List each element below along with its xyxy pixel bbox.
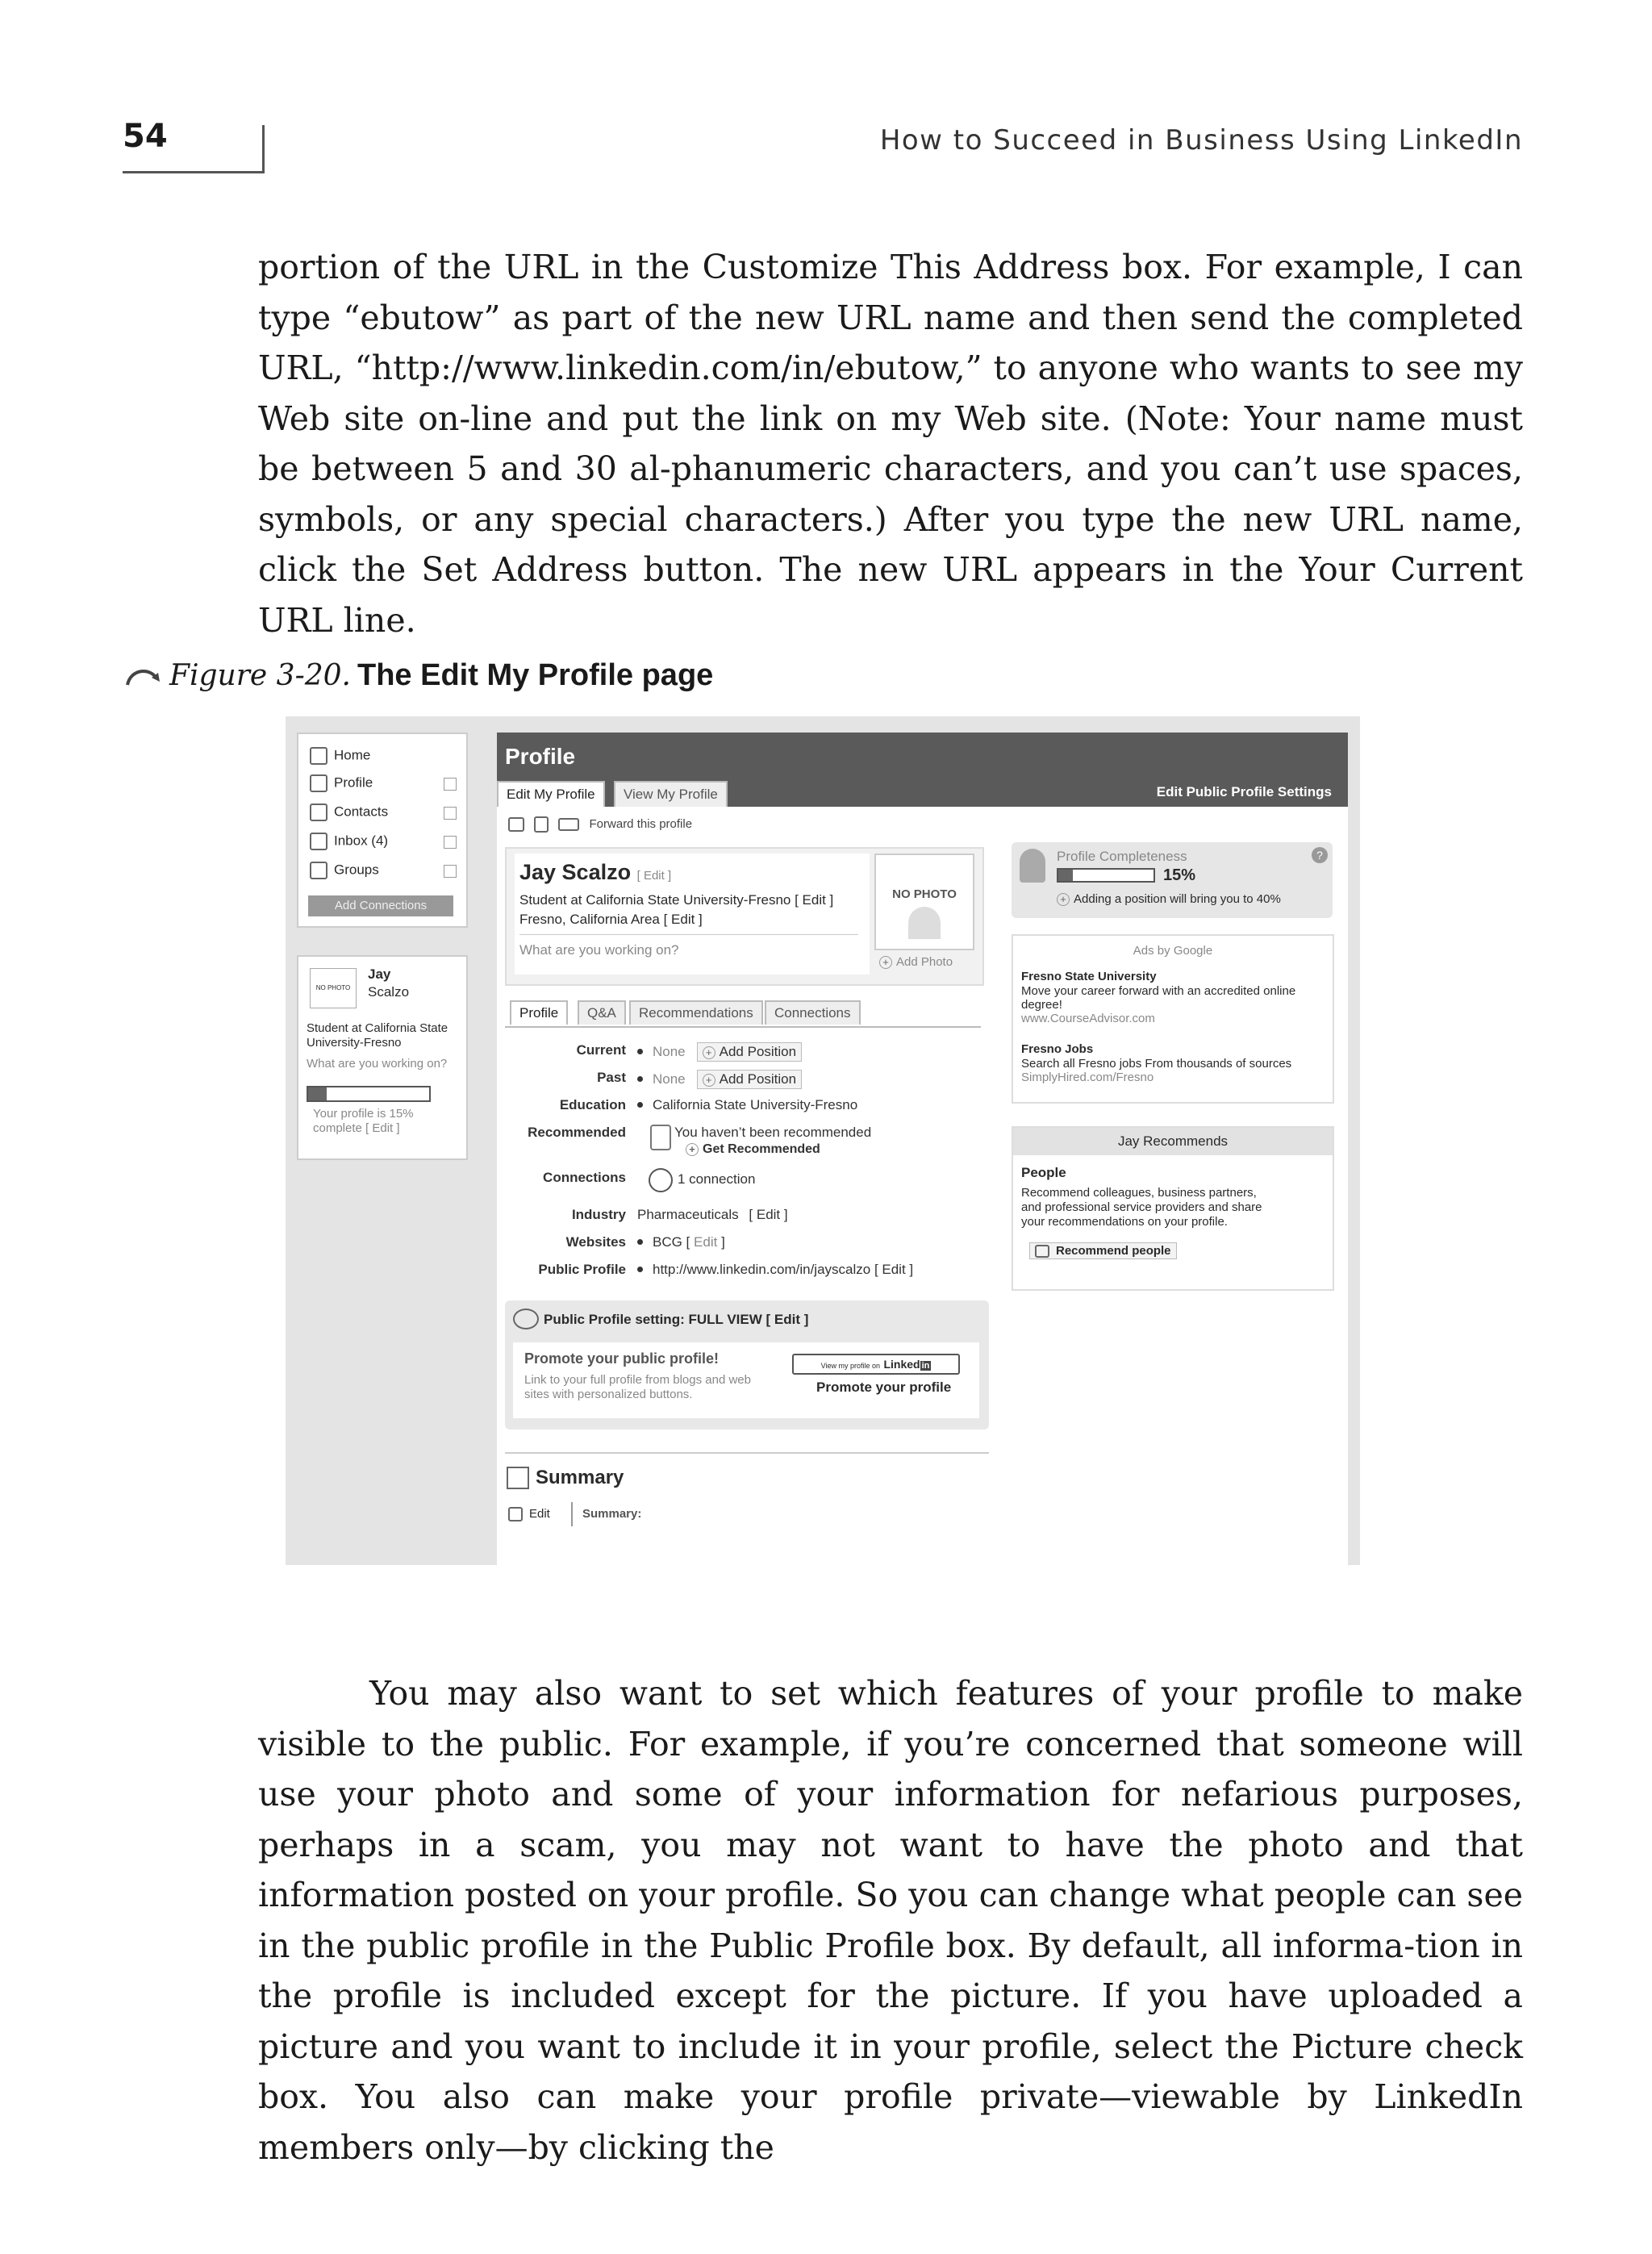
body-paragraph-1: portion of the URL in the Customize This Address box. For example, I can type “ebutow” as part of the new URL name and then send the completed URL, “http://www.linkedin.com/in/ebutow,” to anyone who wants to see my Web site on-line and put the link on my Web site. (Note: Your name must be between 5 and 30 al-phanumeric characters, and you can’t use spaces, symbols, or any special characters.) After you type the new URL name, click the Set Address button. The new URL appears in the Your Current URL line. [258,248,1523,640]
current-label: Current [576,1042,626,1058]
figure-label: Figure 3-20. [169,659,351,692]
ad-2-title[interactable]: Fresno Jobs [1021,1042,1094,1056]
past-label: Past [597,1070,626,1085]
home-icon [310,747,327,765]
add-icon: + [703,1046,715,1059]
add-position-button[interactable]: + Add Position [697,1070,802,1089]
ad-2-url[interactable]: SimplyHired.com/Fresno [1021,1071,1154,1084]
completeness-box [1012,842,1333,918]
public-profile-url[interactable]: http://www.linkedin.com/in/jayscalzo [ Edit ] [653,1262,914,1277]
silhouette-icon [908,907,941,939]
add-icon: + [879,956,892,969]
promote-title: Promote your public profile! [524,1350,720,1367]
summary-icon [507,1467,529,1489]
ad-1-line1: Move your career forward with an accredited online [1021,984,1296,998]
nav-item-groups[interactable]: Groups [310,862,379,879]
expand-icon[interactable] [444,865,457,878]
public-profile-label: Public Profile [538,1262,626,1277]
edit-public-profile-settings-link[interactable]: Edit Public Profile Settings [1156,784,1332,799]
recommends-line2: and professional service providers and share [1021,1200,1262,1214]
ad-1-url[interactable]: www.CourseAdvisor.com [1021,1012,1155,1025]
promote-box [513,1342,979,1418]
recommended-label: Recommended [528,1125,626,1140]
expand-icon[interactable] [444,807,457,820]
print-icon[interactable] [508,817,524,832]
add-photo-link[interactable]: + Add Photo [879,955,953,969]
recommended-value: You haven’t been recommended [674,1125,872,1140]
nav-item-inbox[interactable]: Inbox (4) [310,833,388,850]
subtab-recommendations[interactable]: Recommendations [629,1000,763,1025]
promote-profile-link[interactable]: Promote your profile [816,1380,952,1395]
profile-toolbar [508,816,692,833]
profile-main [497,807,1348,1565]
ads-heading: Ads by Google [1133,944,1213,958]
tab-edit-my-profile[interactable]: Edit My Profile [497,781,605,807]
connections-icon [649,1168,673,1192]
public-profile-setting: Public Profile setting: FULL VIEW [ Edit ] [544,1312,809,1327]
nav-item-contacts[interactable]: Contacts [310,804,388,821]
websites-edit-link[interactable]: Edit [694,1234,718,1250]
photo-placeholder [874,854,974,950]
websites-label: Websites [565,1234,626,1250]
help-icon[interactable]: ? [1312,847,1328,863]
education-row: California State University-Fresno [634,1097,857,1113]
recommend-icon [1035,1245,1049,1258]
completeness-percent: 15% [1163,866,1196,884]
person-icon [310,774,327,792]
connections-value[interactable]: 1 connection [678,1171,756,1187]
add-position-button[interactable]: + Add Position [697,1042,802,1062]
subtab-profile[interactable]: Profile [510,1000,568,1025]
completeness-title: Profile Completeness [1057,849,1187,864]
curved-arrow-icon [123,664,163,688]
ads-box [1012,934,1334,1104]
public-profile-setting-box [505,1300,989,1430]
mini-progress-text: Your profile is 15% complete [ Edit ] [313,1107,414,1135]
mini-progress-track [307,1086,431,1102]
add-connections-button[interactable]: Add Connections [308,895,453,916]
forward-profile-link[interactable]: Forward this profile [589,816,693,831]
profile-name: Jay Scalzo [ Edit ] [519,860,672,884]
get-recommended-link[interactable]: + Get Recommended [686,1142,820,1157]
mini-first-name[interactable]: Jay [368,966,391,982]
name-edit-link[interactable]: [ Edit ] [636,869,672,883]
working-on-input[interactable]: What are you working on? [519,942,679,958]
inbox-icon [310,833,327,850]
contacts-icon [310,804,327,821]
mini-last-name[interactable]: Scalzo [368,984,410,1000]
page-number-rule [123,171,265,173]
left-nav [297,733,468,928]
profile-location: Fresno, California Area [ Edit ] [519,912,703,927]
industry-edit-link[interactable]: [ Edit ] [749,1207,788,1222]
mini-progress-fill [308,1087,327,1100]
no-photo-label: NO PHOTO [892,887,957,901]
body-paragraph-2: You may also want to set which features of your profile to make visible to the public. For example, if you’re concerned that someone will use your photo and some of your information for nefarious purposes, perhaps in a scam, you may not want to have the photo and that information posted on your profile. So you can change what people can see in the public profile in the Public Profile box. By default, all informa-tion in the profile is included except for the picture. If you have uploaded a picture and you want to include it in your profile, select the Picture check box. You also can make your profile private—viewable by LinkedIn members only—by clicking the [258,1674,1523,2167]
mini-working-on[interactable]: What are you working on? [307,1057,448,1071]
profile-subtabs [505,1000,981,1028]
summary-edit-link[interactable]: Edit [508,1507,550,1521]
ad-1-line2: degree! [1021,998,1062,1012]
industry-row: Pharmaceuticals [ Edit ] [637,1207,788,1222]
industry-label: Industry [571,1207,626,1222]
public-profile-row [634,1262,913,1278]
linkedin-screenshot [286,716,1360,1565]
mini-photo-placeholder: NO PHOTO [310,968,357,1008]
add-icon: + [686,1143,699,1156]
mini-headline: Student at California State University-Fresno [307,1021,448,1050]
page-number-rule-vertical [262,125,265,173]
recommends-title: People [1021,1165,1066,1180]
figure-title: The Edit My Profile page [357,658,714,692]
edit-icon [508,1507,523,1521]
summary-title: Summary [536,1467,624,1488]
tab-view-my-profile[interactable]: View My Profile [614,781,728,807]
recommends-line1: Recommend colleagues, business partners, [1021,1186,1257,1200]
education-label: Education [559,1097,626,1112]
summary-separator [571,1502,573,1526]
groups-icon [310,862,327,879]
nav-item-home[interactable]: Home [310,747,370,765]
profile-header [497,733,1348,807]
linkedin-badge[interactable]: View my profile on Linked in [792,1354,960,1375]
public-profile-setting-value[interactable]: FULL VIEW [ Edit ] [688,1312,809,1327]
current-row: None + Add Position [634,1042,802,1062]
card-divider [519,934,858,935]
subtab-qa[interactable]: Q&A [578,1000,626,1025]
pdf-icon[interactable] [534,816,549,833]
completeness-fill [1058,870,1073,881]
ad-1-title[interactable]: Fresno State University [1021,970,1157,983]
recommends-line3: your recommendations on your profile. [1021,1215,1228,1229]
completeness-track [1057,868,1155,883]
promote-desc-1: Link to your full profile from blogs and web [524,1373,751,1387]
figure-caption [123,658,713,693]
past-row: None + Add Position [634,1070,802,1089]
connections-label: Connections [543,1170,626,1185]
summary-label: Summary: [582,1507,642,1521]
recommend-people-button[interactable]: Recommend people [1029,1242,1177,1259]
page-number: 54 [123,118,168,155]
expand-icon[interactable] [444,836,457,849]
person-icon [1020,849,1045,883]
recommends-heading: Jay Recommends [1013,1128,1333,1155]
subtab-connections[interactable]: Connections [765,1000,861,1025]
public-profile-icon [513,1309,539,1329]
expand-icon[interactable] [444,778,457,791]
recommend-icon [650,1125,671,1150]
linkedin-in-icon: in [921,1361,930,1371]
websites-row: BCG [ Edit ] [634,1234,725,1250]
profile-card [505,847,984,986]
recommends-box [1012,1126,1334,1291]
summary-divider [505,1452,989,1454]
nav-item-profile[interactable]: Profile [310,774,373,792]
add-icon: + [703,1074,715,1087]
running-head: How to Succeed in Business Using LinkedIn [879,124,1523,157]
completeness-tip[interactable]: + Adding a position will bring you to 40% [1057,892,1281,906]
mini-profile [297,955,468,1160]
promote-desc-2: sites with personalized buttons. [524,1388,693,1401]
profile-title: Profile [505,744,576,769]
profile-headline: Student at California State University-Fresno [ Edit ] [519,892,834,908]
ad-2-line1: Search all Fresno jobs From thousands of sources [1021,1057,1292,1071]
envelope-icon[interactable] [558,818,579,831]
add-icon: + [1057,893,1070,906]
